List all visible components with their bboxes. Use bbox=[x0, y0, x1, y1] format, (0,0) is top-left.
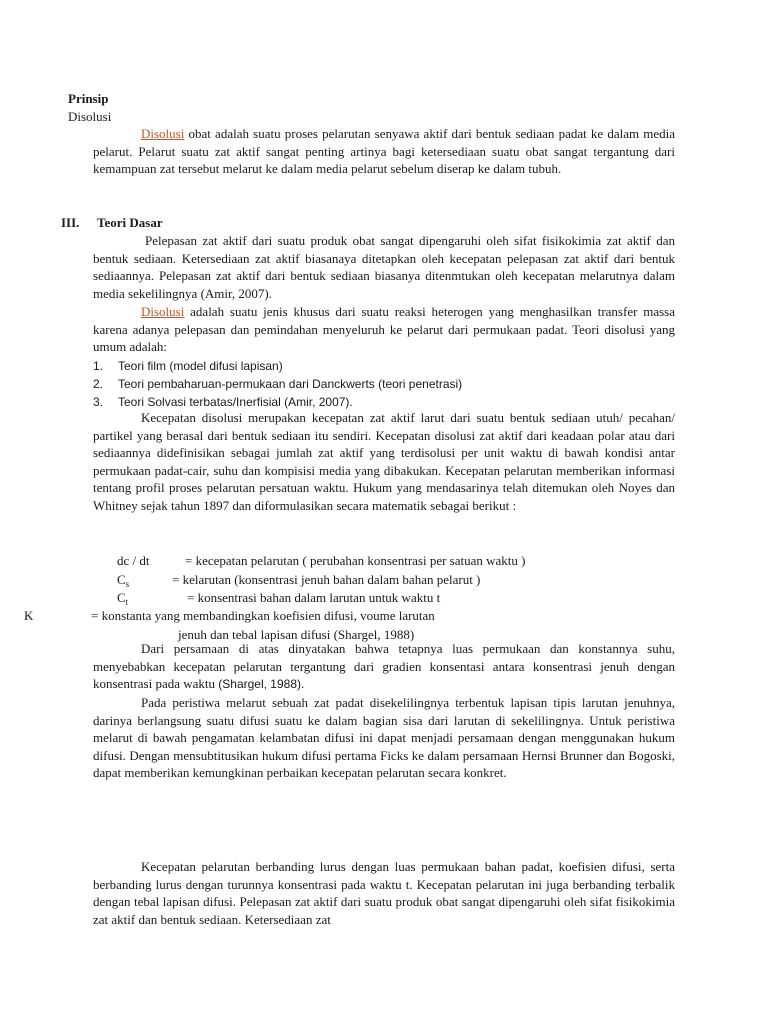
ct-symbol: C bbox=[117, 590, 126, 605]
section-subheading: Disolusi bbox=[68, 109, 112, 124]
equation-dcdt-definition: = kecepatan pelarutan ( perubahan konsentrasi per satuan waktu ) bbox=[185, 553, 526, 568]
disolusi-link[interactable]: Disolusi bbox=[141, 304, 185, 319]
paragraph-text: obat adalah suatu proses pelarutan senyawa aktif dari bentuk sediaan padat ke dalam media pelarut. Pelarut suatu zat aktif sangat penting artinya bagi ketersediaan suatu obat sangat tergantung dari kemampuan zat tersebut melarut ke dalam media pelarut sebelum diserap ke dalam tubuh. bbox=[93, 126, 676, 177]
equation-dcdt-label: dc / dt bbox=[117, 553, 150, 568]
disolusi-link[interactable]: Disolusi bbox=[141, 126, 185, 141]
ct-subscript: t bbox=[125, 597, 129, 607]
equation-k-definition: = konstanta yang membandingkan koefisien difusi, voume larutan bbox=[91, 608, 435, 623]
cs-symbol: C bbox=[117, 572, 126, 587]
equation-ct-definition: = konsentrasi bahan dalam larutan untuk waktu t bbox=[187, 590, 441, 605]
paragraph-discussion-2: Pada peristiwa melarut sebuah zat padat disekelilingnya terbentuk lapisan tipis larutan jenuhnya, darinya berlangsung suatu difusi suatu ke dalam bagian sisa dari larutan di sekelilingnya. Untuk peristiwa melarut di bawah pengamatan kelambatan difusi ini dapat menjadi persamaan dengan menggunakan hukum difusi. Dengan mensubtitusikan hukum difusi pertama Ficks ke dalam persamaan Hernsi Brunner dan Bogoski, dapat memberikan kemungkinan perbaikan kecepatan pelarutan secara konkret. bbox=[93, 695, 675, 781]
paragraph-text: Dari persamaan di atas dinyatakan bahwa tetapnya luas permukaan dan konstannya suhu, menyebabkan kecepatan pelarutan tergantung dari gradien konsentasi antara konsentrasi jenuh dengan konsentrasi pada waktu bbox=[93, 641, 675, 692]
section-heading: Prinsip bbox=[68, 91, 109, 106]
paragraph-theory-1: Pelepasan zat aktif dari suatu produk obat sangat dipengaruhi oleh sifat fisikokimia zat aktif dan bentuk sediaan. Ketersediaan zat aktif biasanaya ditetapkan oleh kecepatan pelepasan zat aktif dari bentuk sediaannya. Pelepasan zat aktif dari bentuk sediaan biasanya ditenmtukan oleh kecepatan melarutnya dalam media sekelilingnya (Amir, 2007). bbox=[93, 233, 675, 301]
list-item-number: 2. bbox=[93, 377, 104, 391]
list-item-number: 3. bbox=[93, 395, 104, 409]
list-item: Teori Solvasi terbatas/Inerfisial (Amir, 2007). bbox=[118, 395, 353, 409]
paragraph-theory-2 bbox=[93, 303, 675, 356]
theory-title: Teori Dasar bbox=[97, 215, 163, 230]
cs-subscript: s bbox=[125, 579, 130, 589]
paragraph-discussion-1 bbox=[93, 640, 675, 694]
paragraph-discussion-3: Kecepatan pelarutan berbanding lurus dengan luas permukaan bahan padat, koefisien difusi, serta berbanding lurus dengan turunnya konsentrasi pada waktu t. Kecepatan pelarutan ini juga berbanding terbalik dengan tebal lapisan difusi. Pelepasan zat aktif dari suatu produk obat sangat dipengaruhi oleh sifat fisikokimia zat aktif dan bentuk sediaan. Ketersediaan zat bbox=[93, 859, 675, 927]
citation: (Shargel, 1988). bbox=[218, 677, 305, 692]
list-item: Teori film (model difusi lapisan) bbox=[118, 359, 283, 373]
equation-k-continuation: jenuh dan tebal lapisan difusi (Shargel, 1988) bbox=[178, 627, 415, 642]
paragraph-text: adalah suatu jenis khusus dari suatu reaksi heterogen yang menghasilkan transfer massa karena adanya pelepasan dan pemindahan menyeluruh ke pelarut dari permukaan padat. Teori disolusi yang umum adalah: bbox=[93, 304, 675, 355]
paragraph-theory-3: Kecepatan disolusi merupakan kecepatan zat aktif larut dari suatu bentuk sediaan utuh/ pecahan/ partikel yang berasal dari bentuk sediaan itu sendiri. Kecepatan disolusi zat aktif dari keadaan polar atau dari sediaannya didefinisikan sebagai jumlah zat aktif yang terdisolusi per unit waktu di bawah kondisi antar permukaan padat-cair, suhu dan kompisisi media yang dibakukan. Kecepatan pelarutan memberikan informasi tentang profil proses pelarutan persatuan waktu. Hukum yang mendasarinya telah ditemukan oleh Noyes dan Whitney sejak tahun 1897 dan diformulasikan secara matematik sebagai berikut : bbox=[93, 410, 675, 513]
equation-k-label: K bbox=[24, 608, 34, 623]
paragraph-disolusi-definition bbox=[93, 125, 675, 178]
list-item-number: 1. bbox=[93, 359, 104, 373]
section-numeral: III. bbox=[61, 215, 80, 230]
list-item: Teori pembaharuan-permukaan dari Danckwerts (teori penetrasi) bbox=[118, 377, 463, 391]
equation-cs-definition: = kelarutan (konsentrasi jenuh bahan dalam bahan pelarut ) bbox=[172, 572, 481, 587]
